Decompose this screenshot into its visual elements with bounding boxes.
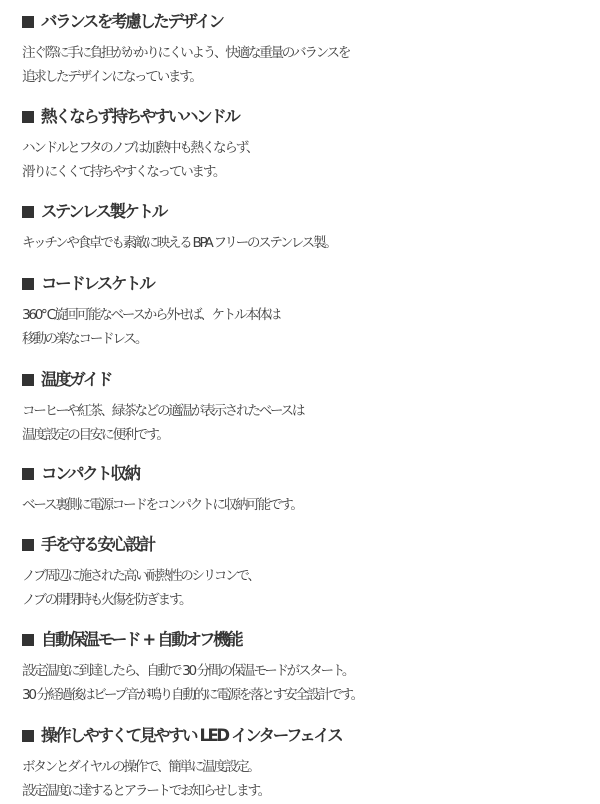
square-bullet-icon: [22, 468, 34, 480]
description-line: 360℃旋回可能なベースから外せば、ケトル本体は: [22, 307, 280, 323]
feature-heading: [22, 724, 600, 748]
description-line: コーヒーや紅茶、緑茶などの適温が表示されたベースは: [22, 403, 304, 419]
description-line: ノブ周辺に施された高い耐熱性のシリコンで、: [22, 568, 259, 584]
feature-heading: [22, 272, 600, 296]
feature-description: [22, 41, 600, 89]
feature-heading: [22, 368, 600, 392]
square-bullet-icon: [22, 111, 34, 123]
description-line: キッチンや食卓でも素敵に映える BPA フリーのステンレス製。: [22, 235, 336, 251]
square-bullet-icon: [22, 539, 34, 551]
square-bullet-icon: [22, 634, 34, 646]
feature-title: 熱くならず持ちやすいハンドル: [41, 107, 239, 126]
feature-description: [22, 755, 600, 803]
feature-heading: [22, 533, 600, 557]
feature-description: [22, 399, 600, 447]
feature-section-balance-design: [22, 10, 600, 105]
feature-title: 温度ガイド: [41, 370, 112, 389]
description-line: 注ぐ際に手に負担がかかりにくいよう、快適な重量のバランスを: [22, 45, 350, 61]
description-line: ハンドルとフタのノブは加熱中も熱くならず、: [22, 140, 258, 156]
feature-description: [22, 493, 600, 517]
description-line: 追求したデザインになっています。: [22, 69, 201, 85]
feature-description: [22, 231, 600, 255]
feature-title: コンパクト収納: [41, 464, 139, 483]
description-line: 温度設定の目安に便利です。: [22, 427, 168, 443]
feature-heading: [22, 10, 600, 34]
feature-heading: [22, 105, 600, 129]
feature-section-cool-handle: [22, 105, 600, 200]
description-line: ノブの開閉時も火傷を防ぎます。: [22, 592, 191, 608]
square-bullet-icon: [22, 374, 34, 386]
feature-description: [22, 303, 600, 351]
feature-heading: [22, 200, 600, 224]
feature-heading: [22, 462, 600, 486]
feature-section-compact-storage: [22, 462, 600, 533]
feature-section-temperature-guide: [22, 368, 600, 462]
square-bullet-icon: [22, 730, 34, 742]
feature-section-auto-keep-warm: [22, 628, 600, 724]
feature-description: [22, 136, 600, 184]
description-line: ベース裏側に電源コードをコンパクトに収納可能です。: [22, 497, 302, 513]
feature-description: [22, 564, 600, 612]
feature-section-stainless-kettle: [22, 200, 600, 272]
feature-title: 手を守る安心設計: [41, 535, 154, 554]
feature-section-led-interface: [22, 724, 600, 804]
feature-section-safety-design: [22, 533, 600, 628]
description-line: 設定温度に到達したら、自動で 30 分間の保温モードがスタート。: [22, 663, 354, 679]
feature-title: 自動保温モード + 自動オフ機能: [41, 630, 242, 649]
feature-title: バランスを考慮したデザイン: [41, 12, 223, 31]
square-bullet-icon: [22, 278, 34, 290]
square-bullet-icon: [22, 206, 34, 218]
feature-heading: [22, 628, 600, 652]
description-line: 移動の楽なコードレス。: [22, 331, 147, 347]
feature-title: 操作しやすくて見やすい LED インターフェイス: [41, 726, 342, 745]
description-line: ボタンとダイヤルの操作で、簡単に温度設定。: [22, 759, 259, 775]
description-line: 設定温度に達するとアラートでお知らせします。: [22, 783, 269, 799]
feature-title: コードレスケトル: [41, 274, 154, 293]
feature-section-cordless-kettle: [22, 272, 600, 368]
description-line: 滑りにくくて持ちやすくなっています。: [22, 164, 225, 180]
feature-description: [22, 659, 600, 707]
feature-title: ステンレス製ケトル: [41, 202, 166, 221]
square-bullet-icon: [22, 16, 34, 28]
description-line: 30 分経過後はビープ音が鳴り自動的に電源を落とす安全設計です。: [22, 687, 362, 703]
